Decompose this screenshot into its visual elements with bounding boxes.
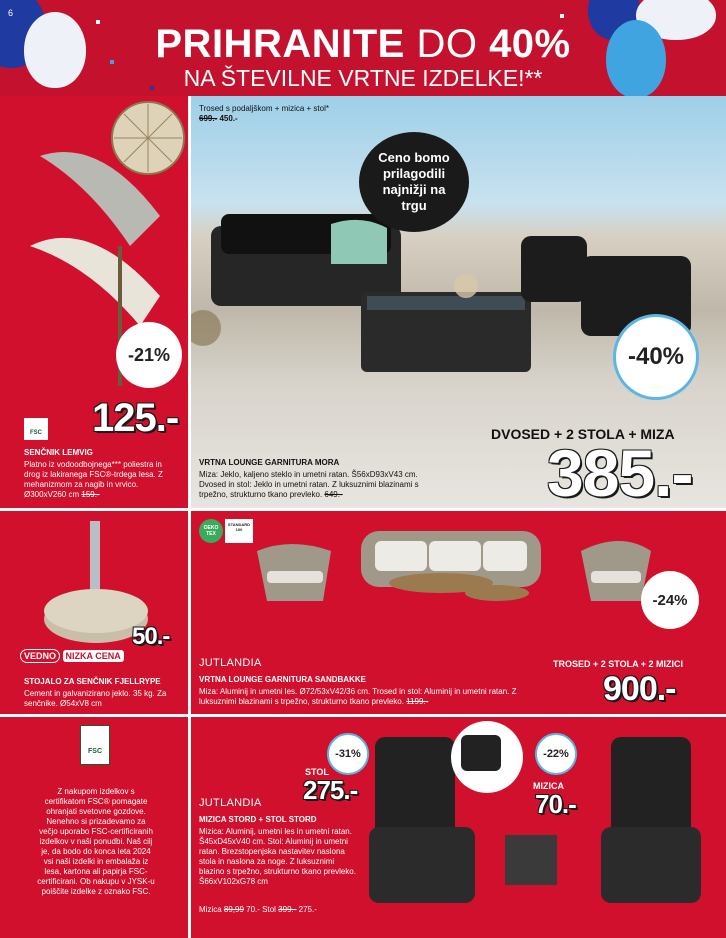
fsc-logo: [24, 418, 48, 440]
headline-bold: PRIHRANITE: [155, 22, 405, 66]
speech-text: Ceno bomo prilagodili najnižji na trgu: [378, 150, 450, 213]
product-description: Mizica: Aluminij, umetni les in umetni ratan. Š45xD45xV40 cm. Stol: Aluminij in umetni ratan. Brezstopenjska nastavitev naslona stola in naslona za noge. Z luksuznimi blazino s trpežno, strukturno tkano prevleko. Š66xV102xG78 cm: [199, 827, 356, 886]
top-note: [199, 104, 329, 124]
discount-badge: [613, 314, 699, 400]
fsc-label: FSC: [30, 430, 42, 436]
badge-left: VEDNO: [20, 649, 60, 663]
chair-label: STOL: [305, 767, 329, 777]
std-label: STANDARD 100: [227, 522, 251, 532]
price: 385.-: [547, 436, 693, 508]
headline-light: DO: [404, 22, 490, 66]
speech-bubble: [359, 132, 469, 232]
mora-panel: [191, 96, 726, 508]
umbrella-panel: [0, 96, 188, 508]
product-description: [199, 687, 529, 707]
product-name: MIZICA STORD + STOL STORD: [199, 815, 317, 824]
table-price: 70.-: [535, 789, 576, 819]
mizica-old-price: 89,99: [223, 905, 244, 914]
mizica-label: Mizica: [199, 905, 224, 914]
description-text: Platno iz vodoodbojnega*** poliestra in drog iz lakiranega FSC®-trdega lesa. Z mehanizmom za nagib in vrvico. Ø300xV260 cm: [24, 460, 163, 499]
stol-label: Stol: [262, 905, 279, 914]
fsc-info-text: Z nakupom izdelkov s certifikatom FSC® pomagate ohranjati svetovne gozdove. Nenehno si prizadevamo za večjo uporabo FSC-certificiranih izdelkov v naši ponudbi. Naš cilj je, da bodo do konca leta 2024 vsi naši izdelki in embalaža iz lesa, kartona ali papirja FSC-certificirani. Ob nakupu v JYSK-u poiščite izdelke z oznako FSC.: [37, 787, 155, 896]
fsc-info-label: FSC: [88, 748, 102, 755]
top-note-label: Trosed s podaljškom + mizica + stol*: [199, 104, 329, 113]
page-number: 6: [8, 8, 14, 18]
combo-label: TROSED + 2 STOLA + 2 MIZICI: [553, 659, 684, 669]
subline: NA ŠTEVILNE VRTNE IZDELKE!**: [183, 65, 543, 91]
table-label: MIZICA: [533, 781, 564, 791]
oeko-label: OEKO TEX: [203, 525, 219, 537]
top-new-price: 450.-: [217, 114, 238, 123]
product-name: VRTNA LOUNGE GARNITURA SANDBAKKE: [199, 675, 366, 684]
discount-badge: [641, 571, 699, 629]
confetti-decoration: [560, 14, 564, 18]
product-name: VRTNA LOUNGE GARNITURA MORA: [199, 458, 340, 467]
top-note-prices: [199, 114, 329, 124]
fsc-logo: [80, 725, 110, 765]
fsc-info-panel: [0, 717, 188, 938]
header-banner: [0, 0, 726, 96]
lounge-set-image: [191, 511, 726, 651]
discount-text: -40%: [627, 343, 685, 370]
discount-badge: [535, 733, 577, 775]
discount-text: -31%: [335, 748, 361, 760]
product-name: STOJALO ZA SENČNIK FJELLRYPE: [24, 677, 161, 686]
sandbakke-panel: [191, 511, 726, 714]
mizica-new-price: 70.-: [243, 905, 263, 914]
price: 125.-: [92, 396, 179, 440]
product-name: SENČNIK LEMVIG: [24, 448, 93, 457]
discount-badge: [327, 733, 369, 775]
badge-right: NIZKA CENA: [63, 650, 124, 662]
low-price-badge: [20, 651, 124, 661]
price: 50.-: [132, 623, 170, 650]
product-description: [24, 460, 176, 500]
price: 900.-: [603, 670, 676, 708]
stand-panel: [0, 511, 188, 714]
old-price: 649.-: [324, 490, 343, 499]
headline-percent: 40%: [489, 22, 571, 66]
chair-price: 275.-: [303, 775, 358, 805]
stol-new-price: 275.-: [296, 905, 317, 914]
old-price: 159.-: [81, 490, 100, 499]
product-description: [199, 470, 439, 500]
old-price: 1199.-: [406, 697, 429, 706]
stord-panel: [191, 717, 726, 938]
headline: [0, 22, 726, 66]
discount-text: -22%: [543, 748, 569, 760]
product-description: Cement in galvanizirano jeklo. 35 kg. Za senčnike. Ø54xV8 cm: [24, 689, 167, 708]
discount-text: -24%: [652, 591, 688, 609]
price-list: [199, 905, 379, 915]
stol-old-price: 399.-: [278, 905, 297, 914]
description-text: Miza: Aluminij in umetni les. Ø72/53xV42/36 cm. Trosed in stol: Aluminij in umetni ratan. Z luksuznimi blazinami s trpežno, strukturno tkano prevleko.: [199, 687, 517, 706]
discount-badge: -21%: [116, 322, 182, 388]
combo-label: DVOSED + 2 STOLA + MIZA: [491, 426, 675, 442]
description-text: Miza: Jeklo, kaljeno steklo in umetni ratan. Š56xD93xV43 cm. Dvosed in stol: Jeklo in umetni ratan. Z luksuznimi blazinami s trpežno, strukturno tkano prevleko.: [199, 470, 419, 499]
brand-logo: JUTLANDIA: [199, 657, 262, 669]
brand-logo: JUTLANDIA: [199, 797, 262, 809]
top-old-price: 699.-: [199, 114, 218, 123]
